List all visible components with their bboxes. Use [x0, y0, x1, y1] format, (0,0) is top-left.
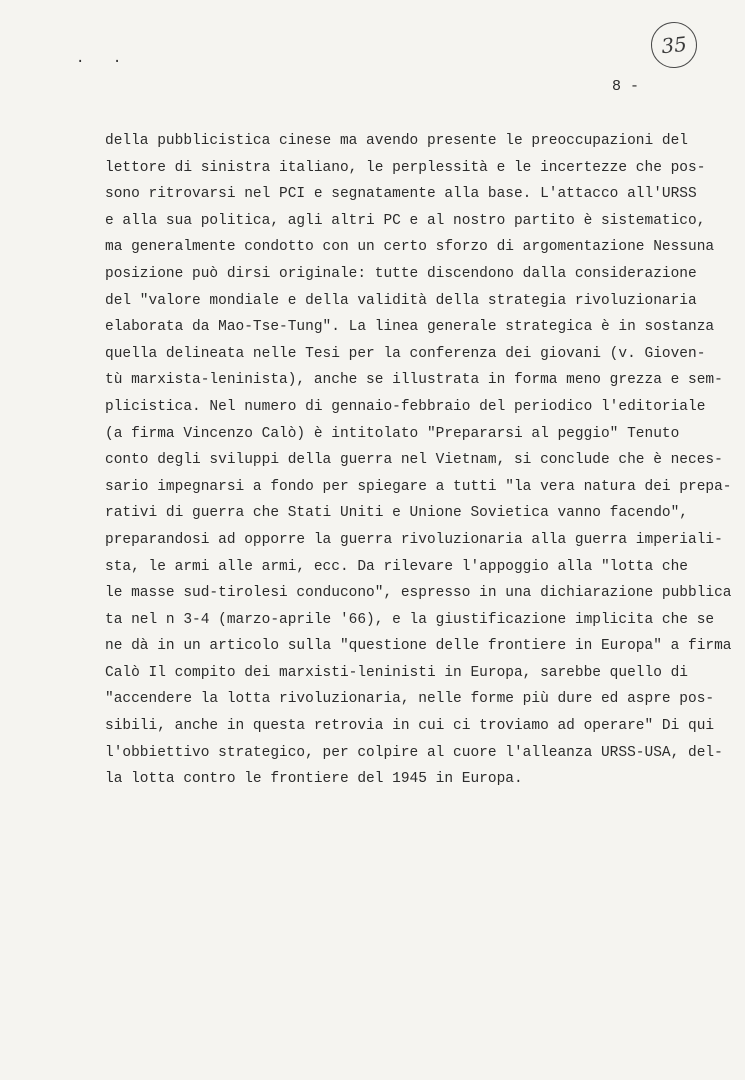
folio-stamp-number: 35: [660, 31, 688, 59]
typed-text-body: [105, 128, 732, 793]
margin-marks: . .: [76, 50, 132, 66]
text-line: quella delineata nelle Tesi per la conferenza dei giovani (v. Gioven-: [105, 345, 706, 362]
text-line: le masse sud-tirolesi conducono", espresso in una dichiarazione pubblica: [105, 585, 732, 602]
text-line: conto degli sviluppi della guerra nel Vietnam, si conclude che è neces-: [105, 452, 723, 469]
text-line: Calò Il compito dei marxisti-leninisti in Europa, sarebbe quello di: [105, 664, 688, 681]
text-line: sono ritrovarsi nel PCI e segnatamente alla base. L'attacco all'URSS: [105, 186, 697, 203]
text-line: della pubblicistica cinese ma avendo presente le preoccupazioni del: [105, 133, 688, 149]
folio-stamp: [649, 20, 700, 71]
text-line: ta nel n 3-4 (marzo-aprile '66), e la giustificazione implicita che se: [105, 611, 715, 628]
text-line: "accendere la lotta rivoluzionaria, nelle forme più dure ed aspre pos-: [105, 691, 715, 708]
text-line: rativi di guerra che Stati Uniti e Unione Sovietica vanno facendo",: [105, 505, 688, 522]
text-line: sario impegnarsi a fondo per spiegare a tutti "la vera natura dei prepa-: [105, 478, 732, 495]
text-line: l'obbiettivo strategico, per colpire al cuore l'alleanza URSS-USA, del-: [105, 744, 723, 761]
text-line: elaborata da Mao-Tse-Tung". La linea generale strategica è in sostanza: [105, 319, 715, 336]
text-line: la lotta contro le frontiere del 1945 in Europa.: [105, 771, 523, 788]
text-line: sibili, anche in questa retrovia in cui ci troviamo ad operare" Di qui: [105, 718, 715, 735]
text-line: ne dà in un articolo sulla "questione delle frontiere in Europa" a firma: [105, 638, 732, 655]
text-line: e alla sua politica, agli altri PC e al nostro partito è sistematico,: [105, 212, 706, 229]
text-line: posizione può dirsi originale: tutte discendono dalla considerazione: [105, 265, 697, 282]
text-line: plicistica. Nel numero di gennaio-febbraio del periodico l'editoriale: [105, 398, 706, 415]
page-number: 8 -: [612, 78, 640, 95]
text-line: tù marxista-leninista), anche se illustrata in forma meno grezza e sem-: [105, 372, 723, 389]
text-line: sta, le armi alle armi, ecc. Da rilevare l'appoggio alla "lotta che: [105, 558, 688, 575]
text-line: del "valore mondiale e della validità della strategia rivoluzionaria: [105, 292, 697, 309]
text-line: preparandosi ad opporre la guerra rivoluzionaria alla guerra imperiali-: [105, 531, 723, 548]
text-line: ma generalmente condotto con un certo sforzo di argomentazione Nessuna: [105, 239, 715, 256]
text-line: lettore di sinistra italiano, le perplessità e le incertezze che pos-: [105, 159, 706, 176]
text-line: (a firma Vincenzo Calò) è intitolato "Prepararsi al peggio" Tenuto: [105, 425, 680, 442]
